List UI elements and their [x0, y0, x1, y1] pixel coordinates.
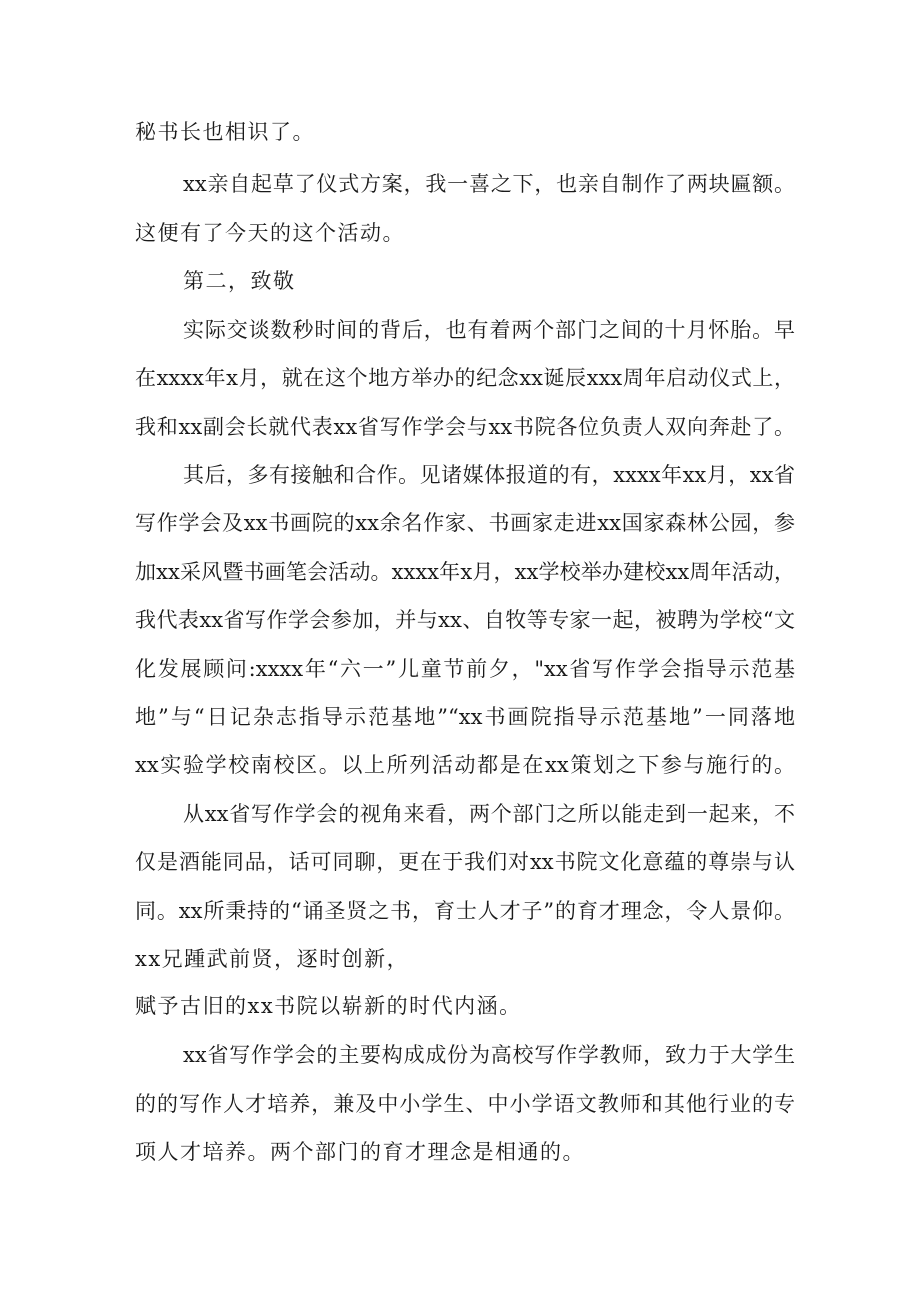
text-line: xx省写作学会的主要构成成份为高校写作学教师，致力于大学生 — [183, 1043, 795, 1067]
text-line: 赋予古旧的xx书院以崭新的时代内涵。 — [135, 994, 522, 1018]
text-line: 这便有了今天的这个活动。 — [135, 221, 405, 245]
text-line: 从xx省写作学会的视角来看，两个部门之所以能走到一起来，不 — [183, 802, 795, 826]
text-line: 化发展顾问:xxxx年“六一”儿童节前夕，"xx省写作学会指导示范基 — [135, 657, 795, 681]
text-line: 项人才培养。两个部门的育才理念是相通的。 — [135, 1140, 585, 1164]
text-line: 加xx采风暨书画笔会活动。xxxx年x月，xx学校举办建校xx周年活动， — [135, 560, 795, 584]
text-line: 同。xx所秉持的“诵圣贤之书，育士人才子”的育才理念，令人景仰。 — [135, 899, 795, 923]
text-line: 仅是酒能同品，话可同聊，更在于我们对xx书院文化意蕴的尊崇与认 — [135, 850, 795, 874]
text-line: 秘书长也相识了。 — [135, 120, 315, 144]
text-line: 地”与“日记杂志指导示范基地”“xx书画院指导示范基地”一同落地 — [135, 705, 795, 729]
text-line: 的的写作人才培养，兼及中小学生、中小学语文教师和其他行业的专 — [135, 1092, 795, 1116]
text-line: 我代表xx省写作学会参加，并与xx、自牧等专家一起，被聘为学校“文 — [135, 608, 795, 632]
text-line: xx亲自起草了仪式方案，我一喜之下，也亲自制作了两块匾额。 — [183, 172, 795, 196]
section-heading: 第二，致敬 — [183, 269, 296, 293]
text-line: xx实验学校南校区。以上所列活动都是在xx策划之下参与施行的。 — [135, 753, 795, 777]
text-line: 实际交谈数秒时间的背后，也有着两个部门之间的十月怀胎。早 — [183, 318, 795, 342]
text-line: 写作学会及xx书画院的xx余名作家、书画家走进xx国家森林公园，参 — [135, 511, 795, 535]
text-line: xx兄踵武前贤，逐时创新， — [135, 947, 410, 971]
text-line: 在xxxx年x月，就在这个地方举办的纪念xx诞辰xxx周年启动仪式上， — [135, 366, 795, 390]
text-line: 我和xx副会长就代表xx省写作学会与xx书院各位负责人双向奔赴了。 — [135, 415, 795, 439]
text-line: 其后，多有接触和合作。见诸媒体报道的有，xxxx年xx月，xx省 — [183, 463, 795, 487]
